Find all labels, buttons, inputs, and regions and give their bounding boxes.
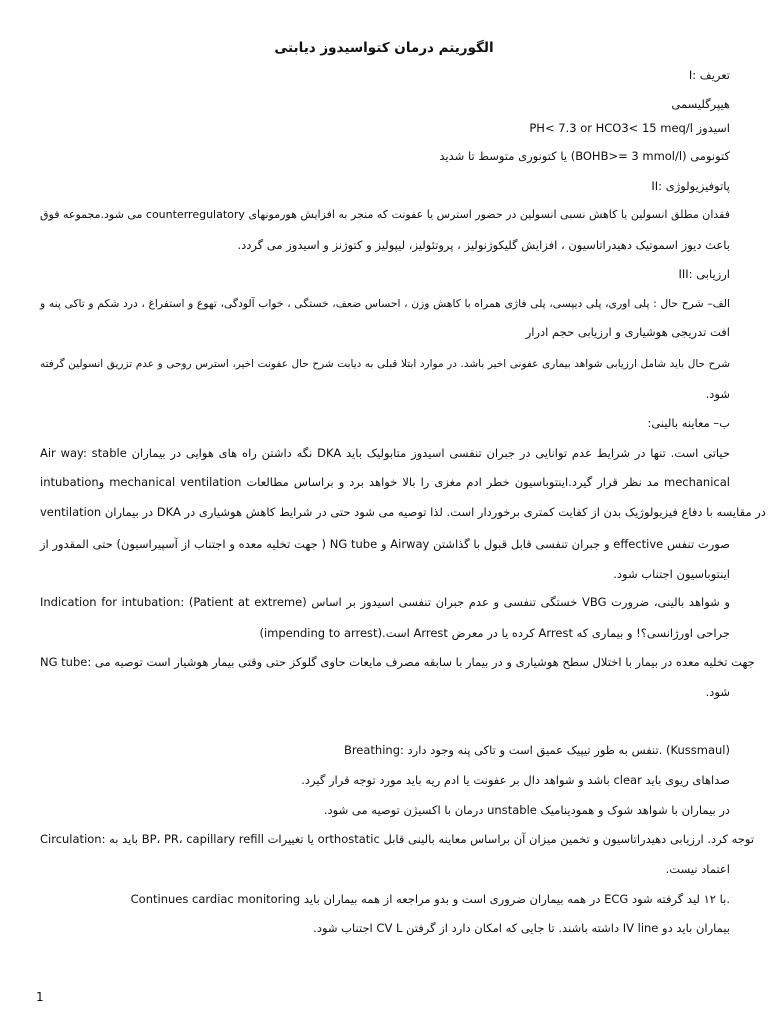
text-line: اسیدوز PH< 7.3 or HCO3< 15 meq/l [529, 121, 730, 135]
text-line: Indication for intubation: (Patient at extreme) خستگی تنفسی و عدم جبران تنفسی اسیدوز بر اساس VBG و شواهد بالینی، ضرورت [40, 595, 730, 609]
text-line: در بیماران با شواهد شوک و همودینامیک unstable درمان با اکسیژن توصیه می شود. [323, 803, 730, 817]
text-line: الف– شرح حال : پلی اوری، پلی دیپسی، پلی فاژی همراه با کاهش وزن ، احساس ضعف، خستگی ، خواب آلودگی، تهوع و استفراغ ، درد شکم و تاکی پنه و [40, 297, 730, 310]
text-line: فقدان مطلق انسولین یا کاهش نسبی انسولین در حضور استرس یا عفونت که منجر به افزایش هورمونهای counterregulatory می شود.مجموعه فوق [40, 208, 730, 221]
text-line: شود. [705, 685, 730, 699]
text-line: intubationو mechanical ventilation مد نظر قرار گیرد.اینتوباسیون خطر ادم مغزی را بالا خواهد برد و براساس مطالعات mechanical [40, 475, 730, 489]
section-heading: ب– معاینه بالینی: [647, 416, 730, 430]
text-line: شرح حال باید شامل ارزیابی شواهد بیماری عفونی اخیر باشد. در موارد ابتلا قبلی به دیابت شرح حال عفونت اخیر، استرس روحی و عدم تزریق انسولین گرفته [40, 358, 730, 370]
text-line: Air way: stable نگه داشتن راه های هوایی در بیماران DKA حیاتی است. تنها در شرایط عدم توانایی در جبران تنفسی اسیدوز متابولیک باید [40, 446, 731, 460]
text-line: Circulation: باید به BP، PR، capillary refill یا تغییرات orthostatic توجه کرد. ارزیابی دهیدراتاسیون و تخمین میزان آن براساس معاینه بالینی قابل [40, 832, 755, 846]
text-line: Breathing: تنفس به طور تیپیک عمیق است و تاکی پنه وجود دارد. (Kussmaul) [343, 743, 730, 757]
text-line: صورت تنفس effective و جبران تنفسی قابل قبول با گذاشتن Airway و NG tube ( جهت تخلیه معده و اجتناب از آسپیراسیون) حتی المقدور از [40, 537, 731, 551]
section-heading: III: ارزیابی [678, 267, 730, 281]
section-heading: II: پاتوفیزیولوژی [651, 179, 730, 193]
text-line: جراحی اورژانسی؟! و بیماری که Arrest کرده یا در معرض Arrest است.(impending to arrest) [259, 626, 730, 640]
text-line: شود. [705, 387, 730, 401]
text-line: ventilation در بیماران DKA در مقایسه با دفاع فیزیولوژیک بدن از کفایت کمتری برخوردار است. لذا توصیه می شود حتی در شرایط کاهش هوشیاری در [40, 505, 766, 519]
document-title: الگوریتم درمان کتواسیدوز دیابتی [274, 40, 494, 56]
text-line: NG tube: جهت تخلیه معده در بیمار با اختلال سطح هوشیاری و در بیمار با سابقه مصرف مایعات حاوی گلوکز حتی وقتی بیمار هوشیار است توصیه می [40, 655, 755, 669]
text-line: اینتوباسیون اجتناب شود. [613, 567, 730, 581]
text-line: صداهای ریوی باید clear باشد و شواهد دال بر عفونت یا ادم ریه باید مورد توجه قرار گیرد. [301, 773, 730, 787]
text-line: کتونومی (BOHB>= 3 mmol/l) یا کتونوری متوسط تا شدید [439, 149, 730, 163]
page-number: 1 [36, 990, 44, 1004]
text-line: اعتماد نیست. [665, 862, 730, 876]
text-line: افت تدریجی هوشیاری و ارزیابی حجم ادرار [525, 325, 730, 339]
text-line: باعث دیوز اسموتیک دهیدراتاسیون ، افزایش گلیکوژنولیز ، پروتئولیز، لیپولیز و کتوژنز و اسیدوز می گردد. [237, 238, 730, 252]
text-line: Continues cardiac monitoring در همه بیماران ضروری است و بدو مراجعه از همه بیماران باید ECG با ۱۲ لید گرفته شود. [130, 892, 730, 906]
text-line: بیماران باید دو IV line داشته باشند. تا جایی که امکان دارد از گرفتن CV L اجتناب شود. [313, 921, 730, 935]
section-heading: I: تعریف [688, 68, 730, 82]
text-line: هیپرگلیسمی [671, 97, 730, 111]
